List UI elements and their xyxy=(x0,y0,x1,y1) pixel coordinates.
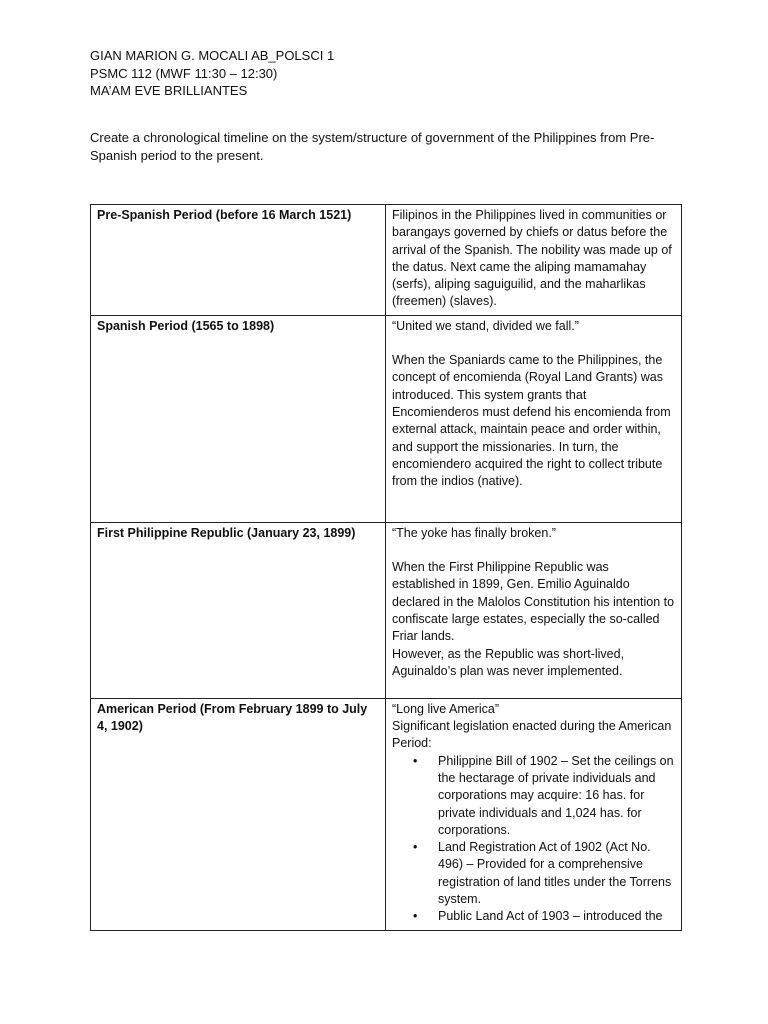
period-quote: “United we stand, divided we fall.” xyxy=(392,318,579,333)
assignment-instruction: Create a chronological timeline on the system/structure of government of the Philippines from Pre-Spanish period to the present. xyxy=(90,130,655,163)
table-row xyxy=(91,698,682,930)
bullet-icon: • xyxy=(413,840,418,855)
description-cell xyxy=(386,315,682,522)
table-row xyxy=(91,522,682,698)
instructor-line: MA’AM EVE BRILLIANTES xyxy=(90,83,248,98)
description-text: Significant legislation enacted during the American Period: xyxy=(392,719,672,751)
legislation-list xyxy=(392,753,675,926)
description-cell xyxy=(386,205,682,316)
description-text-continued: However, as the Republic was short-lived, Aguinaldo’s plan was never implemented. xyxy=(392,646,625,678)
legislation-item-text: Public Land Act of 1903 – introduced the xyxy=(438,909,663,924)
period-cell: Pre-Spanish Period (before 16 March 1521) xyxy=(91,205,386,316)
student-name-line: GIAN MARION G. MOCALI AB_POLSCI 1 xyxy=(90,48,335,63)
legislation-item-text: Philippine Bill of 1902 – Set the ceilings on the hectarage of private individuals and corporations may acquire: 16 has. for private individuals and 1,024 has. for corporations. xyxy=(438,753,674,837)
bullet-icon: • xyxy=(413,909,418,924)
government-timeline-table xyxy=(90,204,682,931)
period-quote: “The yoke has finally broken.” xyxy=(392,525,556,540)
list-item xyxy=(413,839,675,908)
student-header xyxy=(90,47,334,100)
bullet-icon: • xyxy=(413,753,418,768)
description-text: Filipinos in the Philippines lived in communities or barangays governed by chiefs or datus before the arrival of the Spanish. The nobility was made up of the datus. Next came the aliping mamamahay (serfs), aliping saguiguilid, and the maharlikas (freemen) (slaves). xyxy=(392,208,672,309)
legislation-item-text: Land Registration Act of 1902 (Act No. 496) – Provided for a comprehensive registration of land titles under the Torrens system. xyxy=(438,840,672,907)
description-cell xyxy=(386,522,682,698)
list-item xyxy=(413,908,675,925)
period-cell: American Period (From February 1899 to July 4, 1902) xyxy=(91,698,386,930)
period-quote: “Long live America” xyxy=(392,701,499,716)
table-row xyxy=(91,205,682,316)
period-cell: Spanish Period (1565 to 1898) xyxy=(91,315,386,522)
description-cell xyxy=(386,698,682,930)
table-row xyxy=(91,315,682,522)
description-text: When the Spaniards came to the Philippines, the concept of encomienda (Royal Land Grants) was introduced. This system grants that Encomienderos must defend his encomienda from external attack, maintain peace and order within, and support the missionaries. In turn, the encomiendero acquired the right to collect tribute from the indios (native). xyxy=(392,353,671,489)
list-item xyxy=(413,753,675,839)
period-cell: First Philippine Republic (January 23, 1899) xyxy=(91,522,386,698)
description-text: When the First Philippine Republic was established in 1899, Gen. Emilio Aguinaldo declared in the Malolos Constitution his intention to confiscate large estates, especially the so-called Friar lands. xyxy=(392,560,675,644)
course-schedule-line: PSMC 112 (MWF 11:30 – 12:30) xyxy=(90,65,278,81)
